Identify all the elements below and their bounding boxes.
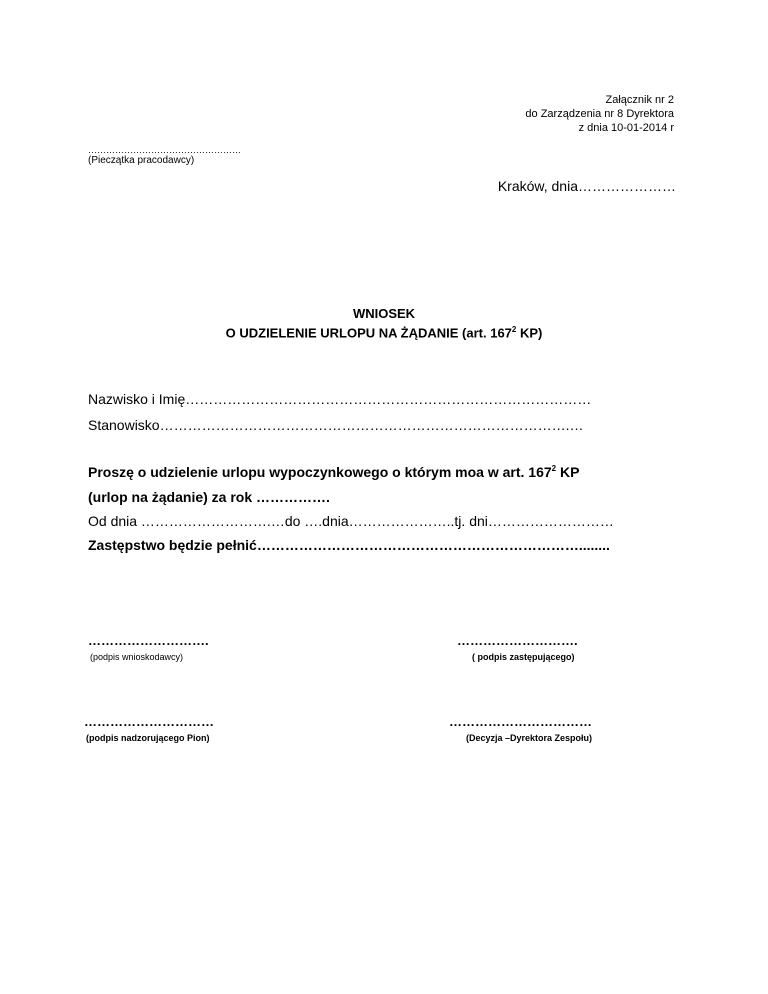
annex-line-1: Załącznik nr 2	[605, 94, 674, 106]
request-end: KP	[556, 464, 580, 480]
dates-field: Od dnia ……………………….…do ….dnia…………………..tj. dni………………………	[88, 513, 614, 529]
title-line-2-end: KP)	[516, 325, 543, 341]
title-line-1: WNIOSEK	[352, 306, 416, 321]
substitute-signature-label: ( podpis zastępującego)	[472, 652, 575, 662]
applicant-signature-dots: ……………………….	[88, 633, 209, 648]
annex-line-3: z dnia 10-01-2014 r	[578, 122, 674, 134]
supervisor-signature-dots: …………………………	[84, 714, 214, 729]
substitute-signature-dots: ……………………….	[457, 633, 578, 648]
substitute-field: Zastępstwo będzie pełnić……………………………………………………………........	[88, 537, 610, 553]
position-field: Stanowisko…………………………………………………………………………….…	[88, 417, 584, 433]
request-superscript: 2	[551, 464, 557, 473]
request-line-1	[88, 464, 579, 480]
applicant-signature-label: (podpis wnioskodawcy)	[90, 652, 184, 662]
name-field: Nazwisko i Imię……………………………………………………………………………	[88, 391, 592, 407]
title-line-2	[0, 322, 768, 341]
title-superscript: 2	[511, 325, 517, 334]
request-main: Proszę o udzielenie urlopu wypoczynkowego o którym moa w art. 167	[88, 464, 552, 480]
stamp-dots: ……………………………………………	[88, 145, 241, 155]
request-line-2: (urlop na żądanie) za rok …………….	[88, 489, 330, 505]
title-line-2-main: O UDZIELENIE URLOPU NA ŻĄDANIE (art. 167	[225, 325, 512, 341]
place-date: Kraków, dnia…………………	[497, 178, 676, 194]
stamp-label: (Pieczątka pracodawcy)	[88, 155, 195, 166]
document-title	[0, 306, 768, 341]
annex-line-2: do Zarządzenia nr 8 Dyrektora	[525, 108, 674, 120]
director-decision-label: (Decyzja –Dyrektora Zespołu)	[466, 733, 593, 743]
director-decision-dots: ……………………………	[449, 714, 592, 729]
annex-header	[525, 93, 674, 135]
supervisor-signature-label: (podpis nadzorującego Pion)	[86, 733, 210, 743]
